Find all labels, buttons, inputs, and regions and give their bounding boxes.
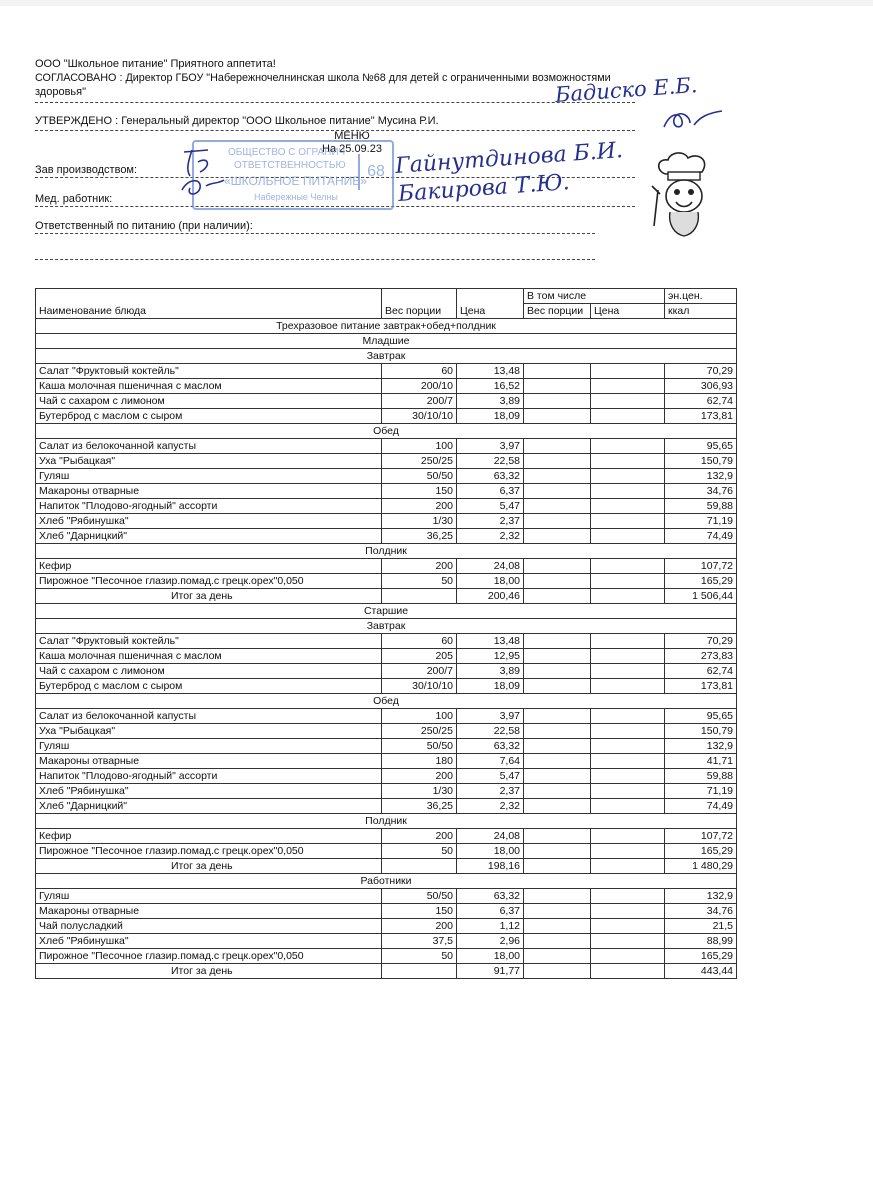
dish-name: Гуляш bbox=[36, 469, 382, 484]
dish-price: 18,00 bbox=[457, 574, 524, 589]
total-label: Итог за день bbox=[36, 859, 382, 874]
group-row bbox=[36, 604, 737, 619]
dish-kcal: 95,65 bbox=[665, 439, 737, 454]
col-header-sub-weight: Вес порции bbox=[524, 304, 591, 319]
dish-kcal: 74,49 bbox=[665, 529, 737, 544]
dish-kcal: 150,79 bbox=[665, 454, 737, 469]
sub-weight-cell bbox=[524, 709, 591, 724]
dish-name: Чай с сахаром с лимоном bbox=[36, 664, 382, 679]
dish-price: 5,47 bbox=[457, 769, 524, 784]
dish-price: 16,52 bbox=[457, 379, 524, 394]
dish-price: 2,32 bbox=[457, 799, 524, 814]
total-row bbox=[36, 859, 737, 874]
col-header-sub-price: Цена bbox=[591, 304, 665, 319]
sub-weight-cell bbox=[524, 844, 591, 859]
total-weight-cell bbox=[382, 964, 457, 979]
sub-weight-cell bbox=[524, 649, 591, 664]
meal-heading: Полдник bbox=[36, 544, 737, 559]
sub-weight-cell bbox=[524, 919, 591, 934]
meal-row bbox=[36, 349, 737, 364]
dish-weight: 200 bbox=[382, 559, 457, 574]
dish-kcal: 34,76 bbox=[665, 484, 737, 499]
dish-kcal: 88,99 bbox=[665, 934, 737, 949]
sub-price-cell bbox=[591, 949, 665, 964]
dish-kcal: 71,19 bbox=[665, 514, 737, 529]
resp-label: Ответственный по питанию (при наличии): bbox=[35, 220, 253, 232]
dish-weight: 100 bbox=[382, 439, 457, 454]
sub-price-cell bbox=[591, 529, 665, 544]
dotted-line bbox=[35, 259, 595, 260]
dish-weight: 205 bbox=[382, 649, 457, 664]
sub-price-cell bbox=[591, 469, 665, 484]
meal-heading: Обед bbox=[36, 694, 737, 709]
dish-kcal: 70,29 bbox=[665, 634, 737, 649]
dish-weight: 36,25 bbox=[382, 529, 457, 544]
sub-price-cell bbox=[591, 679, 665, 694]
group-heading: Младшие bbox=[36, 334, 737, 349]
dish-weight: 200 bbox=[382, 769, 457, 784]
sub-weight-cell bbox=[524, 409, 591, 424]
sub-price-cell bbox=[591, 799, 665, 814]
agreed-line-2: здоровья" bbox=[35, 86, 87, 98]
sub-price-cell bbox=[591, 649, 665, 664]
dish-price: 2,96 bbox=[457, 934, 524, 949]
dish-price: 22,58 bbox=[457, 454, 524, 469]
org-line: ООО "Школьное питание" Приятного аппетита! bbox=[35, 58, 276, 70]
agreed-line: СОГЛАСОВАНО : Директор ГБОУ "Набережночелнинская школа №68 для детей с ограниченными возможностями bbox=[35, 72, 611, 84]
sub-price-cell bbox=[591, 589, 665, 604]
dish-weight: 1/30 bbox=[382, 784, 457, 799]
col-header-energy: эн.цен. bbox=[665, 289, 737, 304]
dish-kcal: 173,81 bbox=[665, 679, 737, 694]
dish-weight: 200 bbox=[382, 829, 457, 844]
dish-kcal: 165,29 bbox=[665, 574, 737, 589]
ceo-signature bbox=[660, 105, 730, 135]
dish-price: 3,97 bbox=[457, 439, 524, 454]
group-heading: Работники bbox=[36, 874, 737, 889]
dish-name: Пирожное "Песочное глазир.помад.с грецк.орех"0,050 bbox=[36, 949, 382, 964]
dish-kcal: 150,79 bbox=[665, 724, 737, 739]
dish-row bbox=[36, 379, 737, 394]
dish-price: 3,89 bbox=[457, 394, 524, 409]
sub-weight-cell bbox=[524, 889, 591, 904]
sub-price-cell bbox=[591, 964, 665, 979]
dish-price: 2,37 bbox=[457, 514, 524, 529]
table-header-row bbox=[36, 289, 737, 304]
dish-row bbox=[36, 664, 737, 679]
dish-row bbox=[36, 829, 737, 844]
dish-kcal: 306,93 bbox=[665, 379, 737, 394]
dish-price: 2,37 bbox=[457, 784, 524, 799]
stamp-line-4: Набережные Челны bbox=[254, 192, 338, 202]
dish-row bbox=[36, 934, 737, 949]
sub-price-cell bbox=[591, 664, 665, 679]
dish-weight: 200/7 bbox=[382, 664, 457, 679]
dish-name: Макароны отварные bbox=[36, 484, 382, 499]
menu-title: МЕНЮ bbox=[334, 130, 370, 142]
meal-row bbox=[36, 424, 737, 439]
dish-weight: 180 bbox=[382, 754, 457, 769]
sub-weight-cell bbox=[524, 904, 591, 919]
dish-row bbox=[36, 724, 737, 739]
dish-name: Чай полусладкий bbox=[36, 919, 382, 934]
meal-heading: Завтрак bbox=[36, 619, 737, 634]
dish-name: Салат "Фруктовый коктейль" bbox=[36, 364, 382, 379]
dish-row bbox=[36, 469, 737, 484]
sub-weight-cell bbox=[524, 589, 591, 604]
dish-name: Кефир bbox=[36, 829, 382, 844]
dish-price: 18,00 bbox=[457, 949, 524, 964]
dotted-line bbox=[35, 233, 595, 234]
dish-price: 18,09 bbox=[457, 409, 524, 424]
dish-name: Гуляш bbox=[36, 889, 382, 904]
dish-kcal: 71,19 bbox=[665, 784, 737, 799]
group-row bbox=[36, 334, 737, 349]
total-kcal: 1 506,44 bbox=[665, 589, 737, 604]
dish-row bbox=[36, 514, 737, 529]
dish-price: 63,32 bbox=[457, 469, 524, 484]
meal-row bbox=[36, 814, 737, 829]
dish-kcal: 95,65 bbox=[665, 709, 737, 724]
dish-price: 18,00 bbox=[457, 844, 524, 859]
dish-kcal: 132,9 bbox=[665, 739, 737, 754]
sub-weight-cell bbox=[524, 964, 591, 979]
dish-row bbox=[36, 799, 737, 814]
col-header-name: Наименование блюда bbox=[36, 289, 382, 319]
total-label: Итог за день bbox=[36, 589, 382, 604]
dish-row bbox=[36, 754, 737, 769]
meal-heading: Полдник bbox=[36, 814, 737, 829]
dish-price: 5,47 bbox=[457, 499, 524, 514]
stamp-line-2: ОТВЕТСТВЕННОСТЬЮ bbox=[234, 160, 346, 171]
dish-weight: 200 bbox=[382, 919, 457, 934]
scan-edge bbox=[0, 0, 873, 6]
sub-weight-cell bbox=[524, 934, 591, 949]
dish-kcal: 165,29 bbox=[665, 949, 737, 964]
dish-weight: 37,5 bbox=[382, 934, 457, 949]
sub-price-cell bbox=[591, 919, 665, 934]
director-signature: Бадиско Е.Б. bbox=[554, 73, 699, 107]
sub-weight-cell bbox=[524, 484, 591, 499]
dish-name: Напиток "Плодово-ягодный" ассорти bbox=[36, 499, 382, 514]
sub-price-cell bbox=[591, 739, 665, 754]
dish-name: Макароны отварные bbox=[36, 904, 382, 919]
dish-row bbox=[36, 784, 737, 799]
dish-kcal: 107,72 bbox=[665, 829, 737, 844]
dish-price: 2,32 bbox=[457, 529, 524, 544]
total-weight-cell bbox=[382, 589, 457, 604]
dish-row bbox=[36, 949, 737, 964]
head-signature: Гайнутдинова Б.И. bbox=[394, 138, 624, 179]
sub-weight-cell bbox=[524, 859, 591, 874]
sub-price-cell bbox=[591, 454, 665, 469]
head-label: Зав производством: bbox=[35, 164, 138, 176]
sub-weight-cell bbox=[524, 529, 591, 544]
sub-weight-cell bbox=[524, 499, 591, 514]
dish-row bbox=[36, 499, 737, 514]
total-kcal: 1 480,29 bbox=[665, 859, 737, 874]
dish-price: 6,37 bbox=[457, 484, 524, 499]
approved-line: УТВЕРЖДЕНО : Генеральный директор "ООО Школьное питание" Мусина Р.И. bbox=[35, 115, 439, 127]
dish-kcal: 273,83 bbox=[665, 649, 737, 664]
sub-weight-cell bbox=[524, 394, 591, 409]
dish-row bbox=[36, 529, 737, 544]
menu-table bbox=[35, 288, 737, 979]
dish-weight: 250/25 bbox=[382, 724, 457, 739]
dish-weight: 200 bbox=[382, 499, 457, 514]
dish-kcal: 62,74 bbox=[665, 394, 737, 409]
dish-kcal: 70,29 bbox=[665, 364, 737, 379]
sub-price-cell bbox=[591, 829, 665, 844]
sub-weight-cell bbox=[524, 679, 591, 694]
stamp-line-3: «ШКОЛЬНОЕ ПИТАНИЕ» bbox=[224, 174, 367, 188]
dish-row bbox=[36, 889, 737, 904]
total-weight-cell bbox=[382, 859, 457, 874]
sub-weight-cell bbox=[524, 634, 591, 649]
initials-marks bbox=[178, 142, 238, 206]
dish-name: Напиток "Плодово-ягодный" ассорти bbox=[36, 769, 382, 784]
sub-price-cell bbox=[591, 394, 665, 409]
dish-name: Хлеб "Дарницкий" bbox=[36, 529, 382, 544]
dish-weight: 150 bbox=[382, 484, 457, 499]
dish-price: 12,95 bbox=[457, 649, 524, 664]
sub-price-cell bbox=[591, 754, 665, 769]
dish-row bbox=[36, 484, 737, 499]
sub-price-cell bbox=[591, 364, 665, 379]
dish-weight: 60 bbox=[382, 364, 457, 379]
dish-row bbox=[36, 649, 737, 664]
dish-row bbox=[36, 739, 737, 754]
dish-name: Каша молочная пшеничная с маслом bbox=[36, 649, 382, 664]
sub-weight-cell bbox=[524, 949, 591, 964]
dish-kcal: 165,29 bbox=[665, 844, 737, 859]
group-row bbox=[36, 874, 737, 889]
dish-row bbox=[36, 679, 737, 694]
dish-name: Пирожное "Песочное глазир.помад.с грецк.орех"0,050 bbox=[36, 844, 382, 859]
dish-weight: 1/30 bbox=[382, 514, 457, 529]
meal-row bbox=[36, 544, 737, 559]
sub-price-cell bbox=[591, 724, 665, 739]
dish-kcal: 34,76 bbox=[665, 904, 737, 919]
dish-kcal: 132,9 bbox=[665, 889, 737, 904]
dish-name: Пирожное "Песочное глазир.помад.с грецк.орех"0,050 bbox=[36, 574, 382, 589]
total-label: Итог за день bbox=[36, 964, 382, 979]
sub-weight-cell bbox=[524, 769, 591, 784]
sub-weight-cell bbox=[524, 784, 591, 799]
dish-weight: 50/50 bbox=[382, 739, 457, 754]
stamp-line-1: ОБЩЕСТВО С ОГРАНИЧ bbox=[228, 147, 346, 158]
dish-name: Бутерброд с маслом с сыром bbox=[36, 679, 382, 694]
col-header-price: Цена bbox=[457, 289, 524, 319]
dish-kcal: 41,71 bbox=[665, 754, 737, 769]
sub-price-cell bbox=[591, 379, 665, 394]
dish-weight: 200/10 bbox=[382, 379, 457, 394]
meal-heading: Обед bbox=[36, 424, 737, 439]
col-header-kcal: ккал bbox=[665, 304, 737, 319]
sub-weight-cell bbox=[524, 664, 591, 679]
sub-price-cell bbox=[591, 844, 665, 859]
dish-price: 13,48 bbox=[457, 634, 524, 649]
dish-weight: 50 bbox=[382, 574, 457, 589]
dish-weight: 50 bbox=[382, 844, 457, 859]
dish-weight: 50/50 bbox=[382, 889, 457, 904]
dish-row bbox=[36, 439, 737, 454]
title-row bbox=[36, 319, 737, 334]
chef-logo bbox=[650, 150, 718, 240]
dish-name: Чай с сахаром с лимоном bbox=[36, 394, 382, 409]
sub-price-cell bbox=[591, 709, 665, 724]
dish-weight: 250/25 bbox=[382, 454, 457, 469]
sub-price-cell bbox=[591, 769, 665, 784]
dish-weight: 60 bbox=[382, 634, 457, 649]
sub-weight-cell bbox=[524, 754, 591, 769]
sub-weight-cell bbox=[524, 574, 591, 589]
dish-kcal: 62,74 bbox=[665, 664, 737, 679]
dish-name: Салат из белокочанной капусты bbox=[36, 709, 382, 724]
sub-price-cell bbox=[591, 409, 665, 424]
sub-price-cell bbox=[591, 514, 665, 529]
dish-row bbox=[36, 394, 737, 409]
sub-weight-cell bbox=[524, 439, 591, 454]
med-signature: Бакирова Т.Ю. bbox=[397, 170, 571, 207]
stamp-number: 68 bbox=[358, 154, 392, 190]
sub-weight-cell bbox=[524, 829, 591, 844]
dish-row bbox=[36, 844, 737, 859]
dish-price: 3,97 bbox=[457, 709, 524, 724]
sub-weight-cell bbox=[524, 364, 591, 379]
dish-price: 24,08 bbox=[457, 829, 524, 844]
med-label: Мед. работник: bbox=[35, 193, 113, 205]
dish-name: Гуляш bbox=[36, 739, 382, 754]
dish-kcal: 173,81 bbox=[665, 409, 737, 424]
dish-name: Хлеб "Рябинушка" bbox=[36, 934, 382, 949]
dish-weight: 50/50 bbox=[382, 469, 457, 484]
sub-price-cell bbox=[591, 889, 665, 904]
dish-kcal: 59,88 bbox=[665, 499, 737, 514]
dish-weight: 150 bbox=[382, 904, 457, 919]
total-price: 198,16 bbox=[457, 859, 524, 874]
dish-name: Каша молочная пшеничная с маслом bbox=[36, 379, 382, 394]
dish-row bbox=[36, 919, 737, 934]
dish-row bbox=[36, 364, 737, 379]
dish-kcal: 21,5 bbox=[665, 919, 737, 934]
total-price: 200,46 bbox=[457, 589, 524, 604]
sub-weight-cell bbox=[524, 379, 591, 394]
dish-row bbox=[36, 454, 737, 469]
group-heading: Старшие bbox=[36, 604, 737, 619]
sub-weight-cell bbox=[524, 454, 591, 469]
dish-name: Хлеб "Дарницкий" bbox=[36, 799, 382, 814]
sub-price-cell bbox=[591, 634, 665, 649]
plan-title: Трехразовое питание завтрак+обед+полдник bbox=[36, 319, 737, 334]
sub-price-cell bbox=[591, 499, 665, 514]
dish-row bbox=[36, 769, 737, 784]
sub-price-cell bbox=[591, 859, 665, 874]
dish-price: 18,09 bbox=[457, 679, 524, 694]
dish-row bbox=[36, 559, 737, 574]
dish-price: 63,32 bbox=[457, 739, 524, 754]
dish-price: 63,32 bbox=[457, 889, 524, 904]
sub-price-cell bbox=[591, 904, 665, 919]
dish-price: 7,64 bbox=[457, 754, 524, 769]
dish-name: Хлеб "Рябинушка" bbox=[36, 514, 382, 529]
dish-row bbox=[36, 709, 737, 724]
dish-row bbox=[36, 409, 737, 424]
dish-name: Хлеб "Рябинушка" bbox=[36, 784, 382, 799]
total-row bbox=[36, 964, 737, 979]
dish-price: 22,58 bbox=[457, 724, 524, 739]
sub-weight-cell bbox=[524, 559, 591, 574]
dish-row bbox=[36, 634, 737, 649]
sub-weight-cell bbox=[524, 724, 591, 739]
dish-price: 1,12 bbox=[457, 919, 524, 934]
sub-price-cell bbox=[591, 784, 665, 799]
dish-kcal: 132,9 bbox=[665, 469, 737, 484]
col-header-including: В том числе bbox=[524, 289, 665, 304]
dish-name: Уха "Рыбацкая" bbox=[36, 724, 382, 739]
dish-price: 24,08 bbox=[457, 559, 524, 574]
sub-price-cell bbox=[591, 439, 665, 454]
dish-kcal: 59,88 bbox=[665, 769, 737, 784]
sub-weight-cell bbox=[524, 514, 591, 529]
dish-price: 3,89 bbox=[457, 664, 524, 679]
total-price: 91,77 bbox=[457, 964, 524, 979]
sub-weight-cell bbox=[524, 799, 591, 814]
dish-kcal: 74,49 bbox=[665, 799, 737, 814]
menu-date: На 25.09.23 bbox=[322, 143, 382, 155]
col-header-weight: Вес порции bbox=[382, 289, 457, 319]
dish-weight: 200/7 bbox=[382, 394, 457, 409]
sub-price-cell bbox=[591, 559, 665, 574]
dish-price: 13,48 bbox=[457, 364, 524, 379]
dish-name: Уха "Рыбацкая" bbox=[36, 454, 382, 469]
dish-weight: 50 bbox=[382, 949, 457, 964]
dish-kcal: 107,72 bbox=[665, 559, 737, 574]
total-kcal: 443,44 bbox=[665, 964, 737, 979]
dish-name: Салат из белокочанной капусты bbox=[36, 439, 382, 454]
sub-price-cell bbox=[591, 574, 665, 589]
dish-weight: 36,25 bbox=[382, 799, 457, 814]
sub-price-cell bbox=[591, 934, 665, 949]
dish-weight: 30/10/10 bbox=[382, 679, 457, 694]
meal-row bbox=[36, 694, 737, 709]
dish-row bbox=[36, 904, 737, 919]
sub-weight-cell bbox=[524, 739, 591, 754]
dish-name: Кефир bbox=[36, 559, 382, 574]
meal-heading: Завтрак bbox=[36, 349, 737, 364]
total-row bbox=[36, 589, 737, 604]
dotted-line bbox=[35, 102, 635, 103]
meal-row bbox=[36, 619, 737, 634]
sub-weight-cell bbox=[524, 469, 591, 484]
sub-price-cell bbox=[591, 484, 665, 499]
dish-name: Бутерброд с маслом с сыром bbox=[36, 409, 382, 424]
dish-name: Салат "Фруктовый коктейль" bbox=[36, 634, 382, 649]
dish-weight: 100 bbox=[382, 709, 457, 724]
dish-price: 6,37 bbox=[457, 904, 524, 919]
dish-weight: 30/10/10 bbox=[382, 409, 457, 424]
dish-row bbox=[36, 574, 737, 589]
dish-name: Макароны отварные bbox=[36, 754, 382, 769]
